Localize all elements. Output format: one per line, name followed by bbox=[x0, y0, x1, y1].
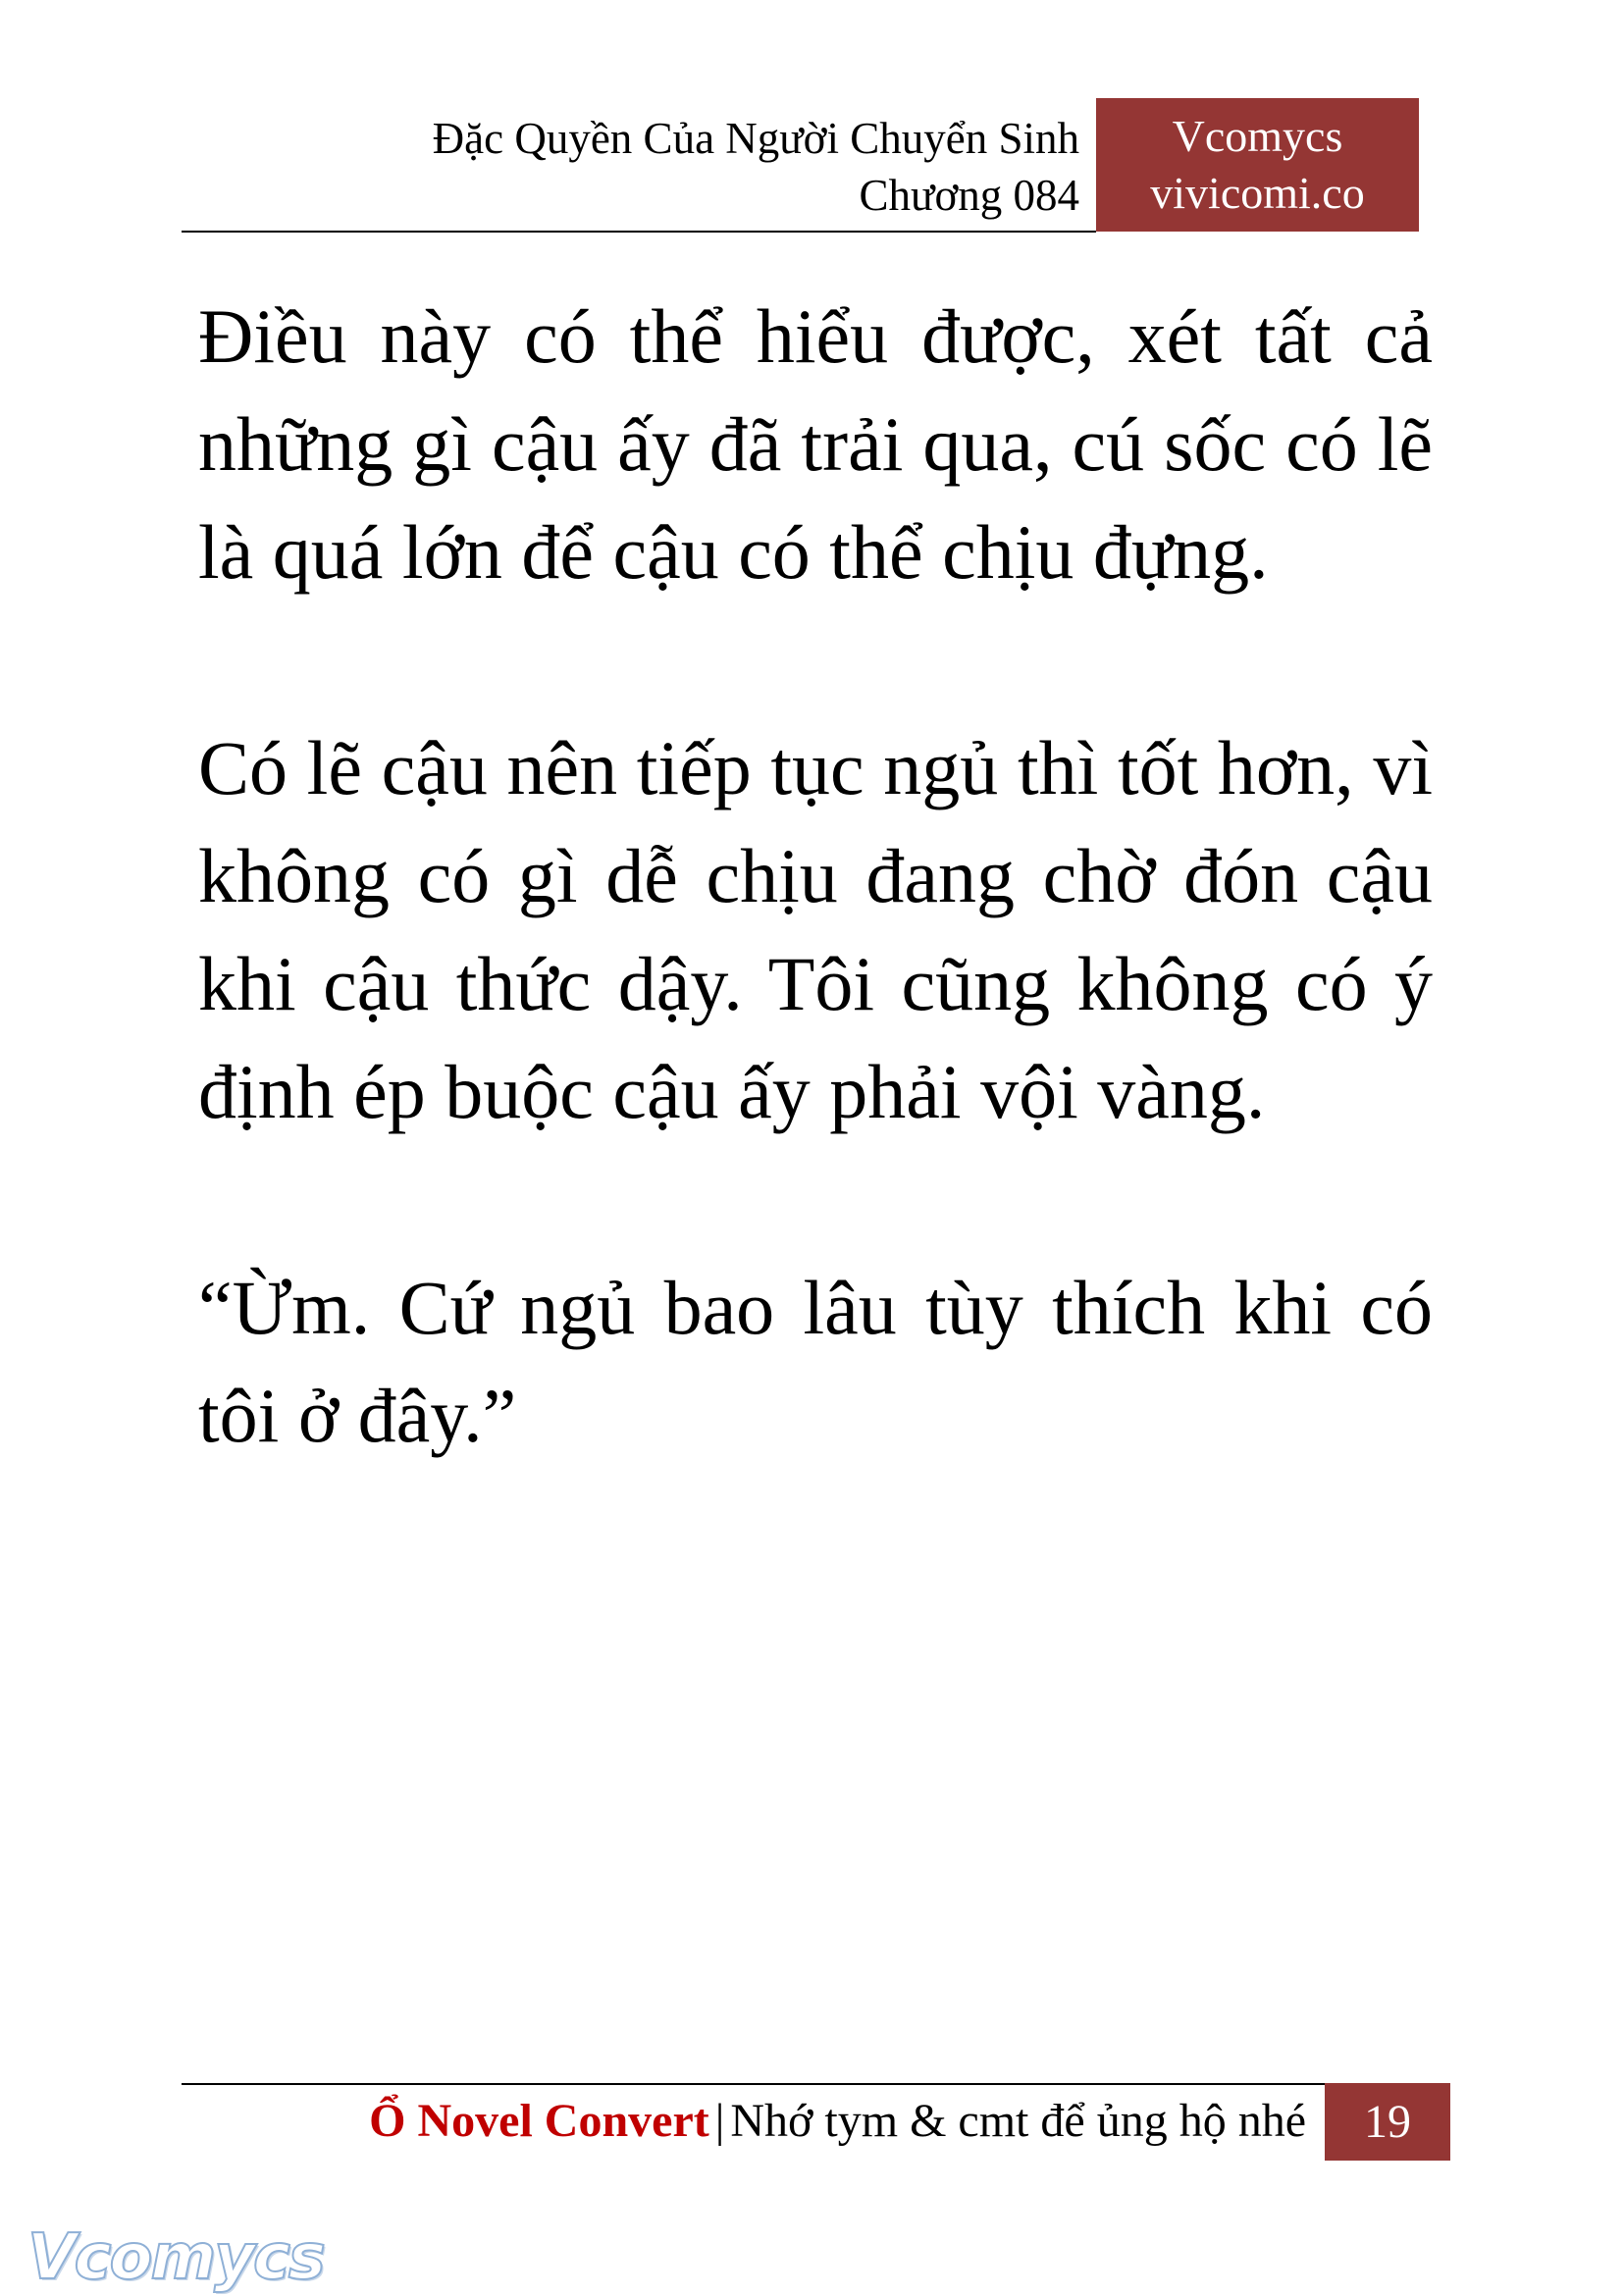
footer-message: Nhớ tym & cmt để ủng hộ nhé bbox=[730, 2095, 1306, 2147]
book-title: Đặc Quyền Của Người Chuyển Sinh bbox=[432, 114, 1079, 163]
page-number: 19 bbox=[1325, 2083, 1450, 2161]
header-brand-box bbox=[1096, 98, 1419, 232]
paragraph: “Ừm. Cứ ngủ bao lâu tùy thích khi có tôi ở đây.” bbox=[198, 1265, 1433, 1458]
page-footer bbox=[369, 2090, 1306, 2153]
paragraph: Có lẽ cậu nên tiếp tục ngủ thì tốt hơn, vì không có gì dễ chịu đang chờ đón cậu khi cậu thức dậy. Tôi cũng không có ý định ép buộc cậu ấy phải vội vàng. bbox=[198, 725, 1433, 1134]
footer-divider bbox=[182, 2083, 1325, 2085]
footer-separator: | bbox=[714, 2095, 725, 2147]
chapter-label: Chương 084 bbox=[859, 171, 1079, 220]
header-brand: Vcomycs bbox=[1172, 111, 1343, 161]
paragraph: Điều này có thể hiểu được, xét tất cả những gì cậu ấy đã trải qua, cú sốc có lẽ là quá lớn để cậu có thể chịu đựng. bbox=[198, 293, 1433, 595]
page-header bbox=[0, 0, 1624, 235]
chapter-body bbox=[198, 283, 1433, 1578]
footer-brand: Ổ Novel Convert bbox=[369, 2095, 709, 2147]
header-titles bbox=[433, 110, 1079, 224]
header-site: vivicomi.co bbox=[1150, 168, 1365, 218]
watermark-logo: Vcomycs bbox=[27, 2221, 324, 2294]
header-divider bbox=[182, 231, 1096, 233]
